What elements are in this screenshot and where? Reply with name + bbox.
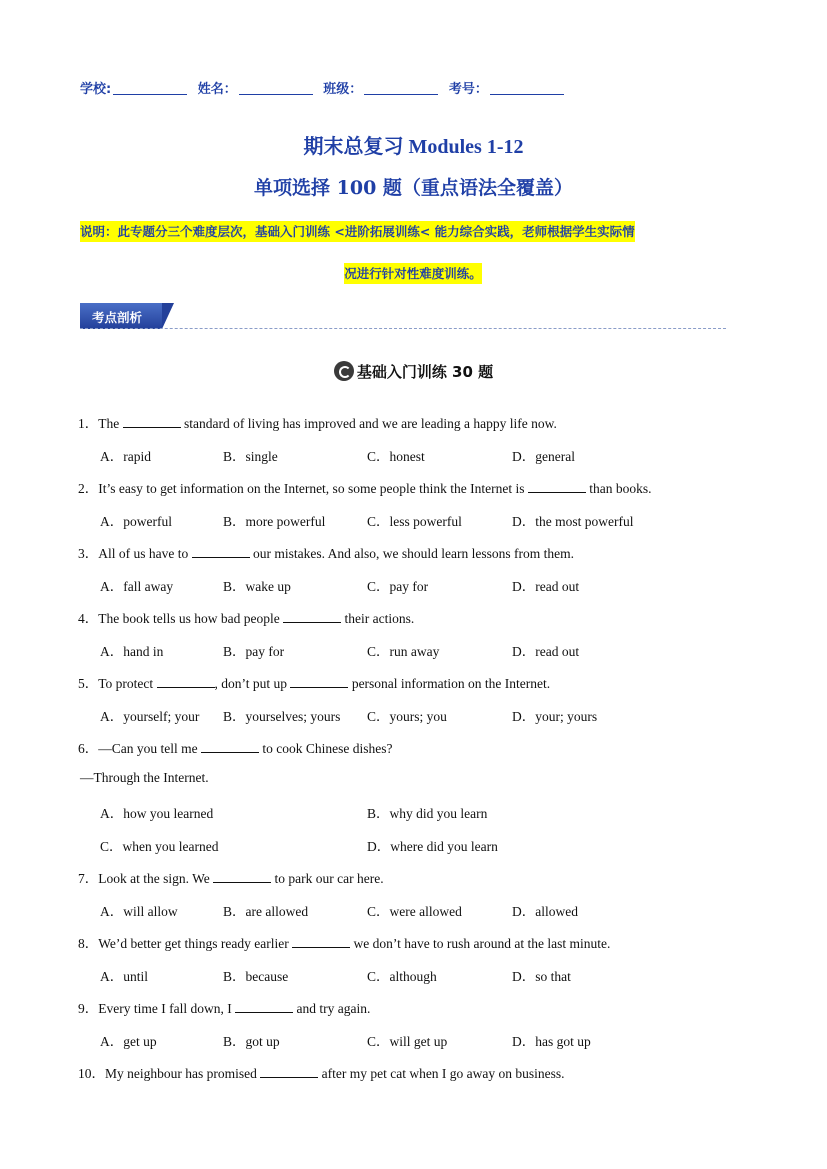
school-field[interactable] bbox=[113, 80, 187, 95]
note-text-1: 说明：此专题分三个难度层次，基础入门训练 <进阶拓展训练< 能力综合实践，老师根据学生实际情 bbox=[80, 221, 635, 242]
option-d[interactable]: D．where did you learn bbox=[367, 839, 498, 854]
option-c[interactable]: C．although bbox=[367, 969, 437, 984]
instruction-note-line1 bbox=[80, 222, 746, 240]
option-c[interactable]: C．honest bbox=[367, 449, 425, 464]
question-text: to cook Chinese dishes? bbox=[258, 741, 393, 756]
option-a[interactable]: A．hand in bbox=[100, 644, 164, 659]
question-6 bbox=[78, 737, 392, 757]
question-4 bbox=[78, 607, 414, 627]
option-b[interactable]: B．wake up bbox=[223, 579, 291, 594]
question-number: 1． bbox=[78, 416, 99, 431]
answer-blank[interactable] bbox=[235, 1000, 293, 1013]
question-text: standard of living has improved and we are leading a happy life now. bbox=[180, 416, 557, 431]
option-b[interactable]: B．are allowed bbox=[223, 904, 309, 919]
question-text: It’s easy to get information on the Internet, so some people think the Internet is bbox=[98, 481, 528, 496]
option-c[interactable]: C．were allowed bbox=[367, 904, 462, 919]
question-7 bbox=[78, 867, 384, 887]
option-a[interactable]: A．until bbox=[100, 969, 149, 984]
question-text: to park our car here. bbox=[271, 871, 384, 886]
option-b[interactable]: B．more powerful bbox=[223, 514, 326, 529]
option-c[interactable]: C．yours; you bbox=[367, 709, 447, 724]
section-tab-tail bbox=[162, 303, 174, 329]
question-2 bbox=[78, 477, 652, 497]
question-number: 5． bbox=[78, 676, 99, 691]
option-c[interactable]: C．will get up bbox=[367, 1034, 448, 1049]
option-b[interactable]: B．got up bbox=[223, 1034, 280, 1049]
answer-blank[interactable] bbox=[528, 480, 586, 493]
question-number: 7． bbox=[78, 871, 99, 886]
option-b[interactable]: B．pay for bbox=[223, 644, 285, 659]
question-text: personal information on the Internet. bbox=[348, 676, 551, 691]
question-text: To protect bbox=[98, 676, 157, 691]
question-text: their actions. bbox=[341, 611, 415, 626]
question-number: 2． bbox=[78, 481, 99, 496]
option-a[interactable]: A．yourself; your bbox=[100, 709, 200, 724]
option-b[interactable]: B．yourselves; yours bbox=[223, 709, 341, 724]
option-a[interactable]: A．rapid bbox=[100, 449, 151, 464]
option-c[interactable]: C．pay for bbox=[367, 579, 429, 594]
answer-blank[interactable] bbox=[260, 1065, 318, 1078]
name-field[interactable] bbox=[239, 80, 313, 95]
question-text: —Can you tell me bbox=[98, 741, 201, 756]
school-label: 学校: bbox=[80, 82, 112, 97]
option-b[interactable]: B．because bbox=[223, 969, 289, 984]
question-text: than books. bbox=[585, 481, 652, 496]
instruction-note-line2 bbox=[80, 264, 746, 282]
note-text-2: 况进行针对性难度训练。 bbox=[344, 263, 482, 284]
question-text: our mistakes. And also, we should learn lessons from them. bbox=[249, 546, 574, 561]
question-text: The bbox=[98, 416, 123, 431]
section-tab bbox=[80, 303, 172, 329]
question-number: 3． bbox=[78, 546, 99, 561]
option-b[interactable]: B．why did you learn bbox=[367, 806, 488, 821]
answer-blank[interactable] bbox=[290, 675, 348, 688]
question-number: 8． bbox=[78, 936, 99, 951]
page-subtitle: 单项选择 100 题（重点语法全覆盖） bbox=[254, 177, 573, 199]
answer-blank[interactable] bbox=[192, 545, 250, 558]
page-title: 期末总复习 Modules 1-12 bbox=[303, 136, 524, 158]
option-d[interactable]: D．allowed bbox=[512, 904, 578, 919]
question-text: The book tells us how bad people bbox=[98, 611, 284, 626]
question-text: after my pet cat when I go away on business. bbox=[318, 1066, 565, 1081]
exam-number-field[interactable] bbox=[490, 80, 564, 95]
level-heading bbox=[0, 361, 827, 382]
question-text: Look at the sign. We bbox=[98, 871, 214, 886]
answer-blank[interactable] bbox=[213, 870, 271, 883]
class-field[interactable] bbox=[364, 80, 438, 95]
option-a[interactable]: A．fall away bbox=[100, 579, 174, 594]
class-label: 班级： bbox=[323, 82, 363, 97]
option-a[interactable]: A．get up bbox=[100, 1034, 157, 1049]
option-a[interactable]: A．how you learned bbox=[100, 806, 214, 821]
question-10 bbox=[78, 1062, 565, 1082]
option-b[interactable]: B．single bbox=[223, 449, 278, 464]
level-badge-icon bbox=[334, 361, 354, 381]
section-tab-label: 考点剖析 bbox=[92, 310, 143, 325]
option-d[interactable]: D．the most powerful bbox=[512, 514, 634, 529]
question-number: 9． bbox=[78, 1001, 99, 1016]
option-c[interactable]: C．when you learned bbox=[100, 839, 219, 854]
question-text: we don’t have to rush around at the last minute. bbox=[350, 936, 611, 951]
option-d[interactable]: D．general bbox=[512, 449, 575, 464]
answer-blank[interactable] bbox=[201, 740, 259, 753]
question-number: 6． bbox=[78, 741, 99, 756]
option-c[interactable]: C．less powerful bbox=[367, 514, 462, 529]
answer-blank[interactable] bbox=[123, 415, 181, 428]
option-d[interactable]: D．so that bbox=[512, 969, 571, 984]
option-d[interactable]: D．has got up bbox=[512, 1034, 591, 1049]
dialogue-reply: —Through the Internet. bbox=[80, 770, 209, 785]
question-1 bbox=[78, 412, 557, 432]
question-text: All of us have to bbox=[98, 546, 192, 561]
name-label: 姓名： bbox=[197, 82, 237, 97]
question-text: , don’t put up bbox=[214, 676, 291, 691]
student-info-header bbox=[80, 78, 740, 100]
exam-number-label: 考号： bbox=[448, 82, 488, 97]
option-d[interactable]: D．read out bbox=[512, 644, 580, 659]
option-a[interactable]: A．powerful bbox=[100, 514, 172, 529]
question-text: and try again. bbox=[293, 1001, 371, 1016]
question-text: Every time I fall down, I bbox=[98, 1001, 236, 1016]
answer-blank[interactable] bbox=[157, 675, 215, 688]
question-9 bbox=[78, 997, 370, 1017]
option-c[interactable]: C．run away bbox=[367, 644, 440, 659]
section-divider bbox=[80, 328, 726, 329]
question-5 bbox=[78, 672, 550, 692]
question-8 bbox=[78, 932, 610, 952]
question-text: We’d better get things ready earlier bbox=[98, 936, 293, 951]
question-number: 4． bbox=[78, 611, 99, 626]
level-heading-text: 基础入门训练 30 题 bbox=[356, 363, 494, 381]
answer-blank[interactable] bbox=[292, 935, 350, 948]
question-number: 10． bbox=[78, 1066, 105, 1081]
answer-blank[interactable] bbox=[283, 610, 341, 623]
option-a[interactable]: A．will allow bbox=[100, 904, 178, 919]
question-3 bbox=[78, 542, 574, 562]
option-d[interactable]: D．read out bbox=[512, 579, 580, 594]
question-text: My neighbour has promised bbox=[105, 1066, 261, 1081]
option-d[interactable]: D．your; yours bbox=[512, 709, 598, 724]
